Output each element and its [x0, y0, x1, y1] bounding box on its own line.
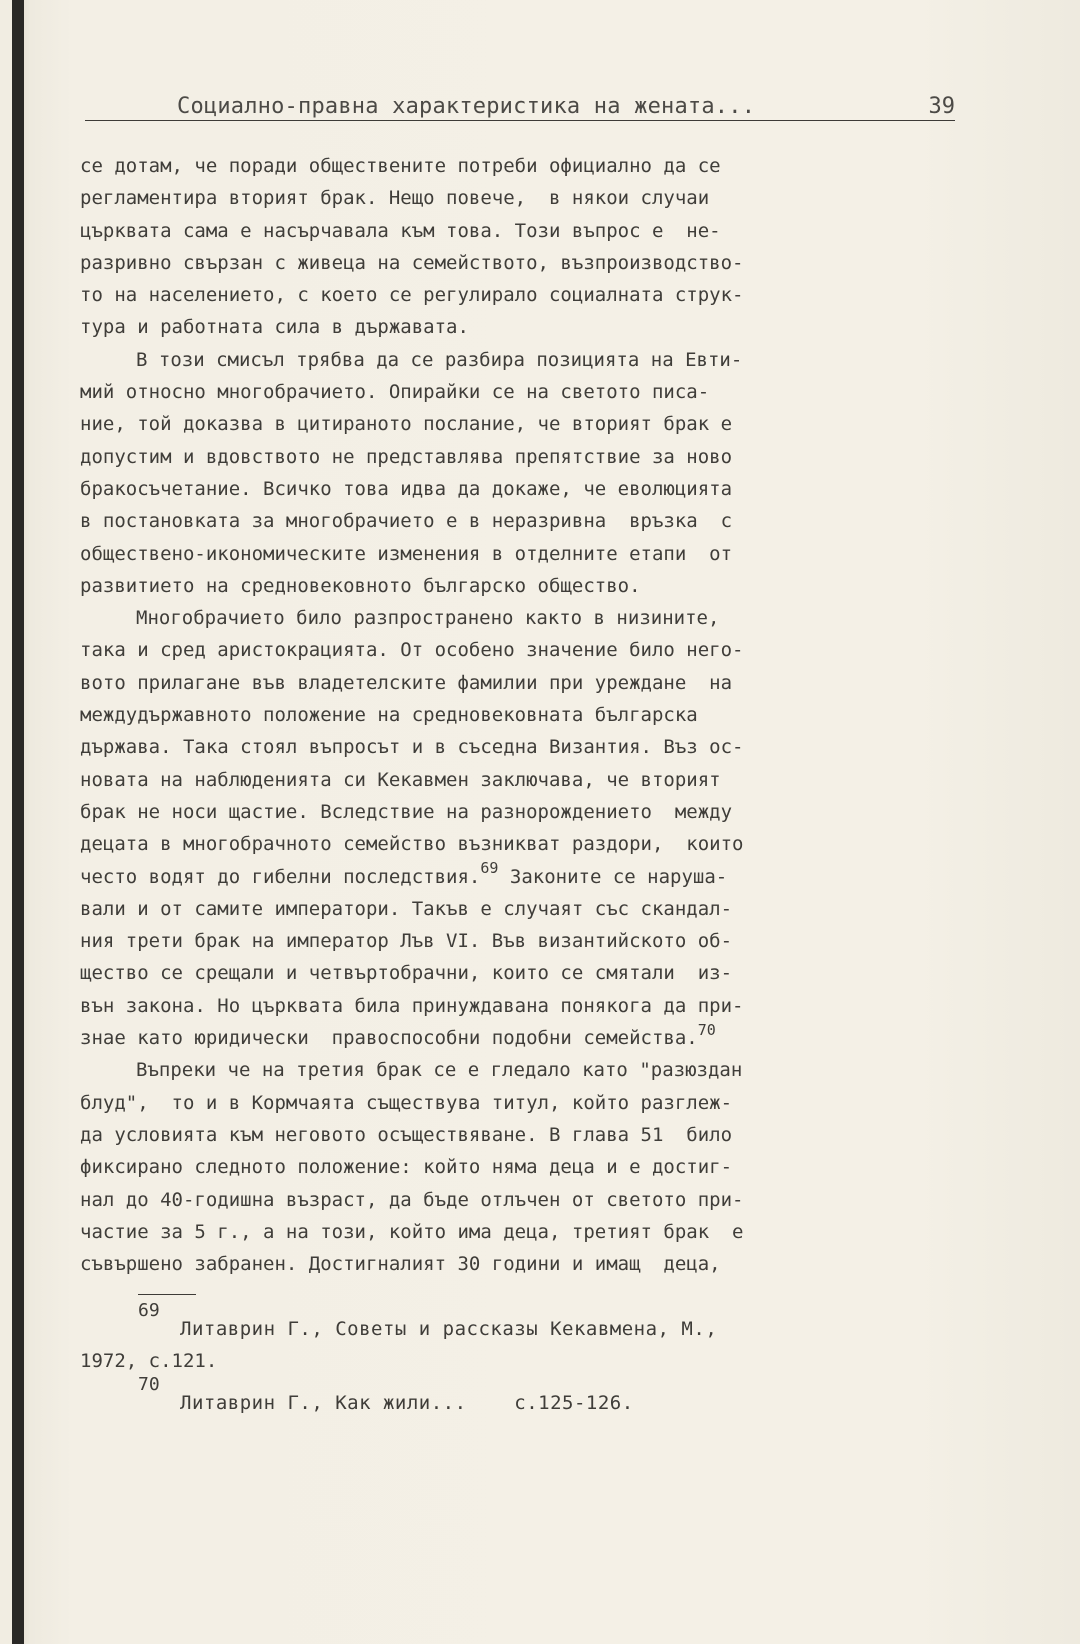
- paragraph-1: [80, 150, 940, 344]
- text-line: вото прилагане във владетелските фамилии при уреждане на: [80, 671, 733, 694]
- text-line: тура и работната сила в държавата.: [80, 316, 469, 339]
- text-line: брак не носи щастие. Вследствие на разнорождението между: [80, 800, 733, 823]
- text-line: [80, 1022, 940, 1054]
- text-line: ния трети брак на император Лъв VI. Във византийското об-: [80, 930, 733, 953]
- text-line: съвършено забранен. Достигналият 30 години и имащ деца,: [80, 1253, 721, 1276]
- text-segment: знае като юридически правоспособни подобни семейства.: [80, 1027, 698, 1050]
- text-line: ние, той доказва в цитираното послание, че вторият брак е: [80, 413, 733, 436]
- text-line: новата на наблюденията си Кекавмен заключава, че вторият: [80, 768, 721, 791]
- text-line: В този смисъл трябва да се разбира позицията на Евти-: [136, 348, 743, 371]
- header-rule: [85, 120, 955, 121]
- text-line: междудържавното положение на средновековната българска: [80, 704, 698, 727]
- text-line: мий относно многобрачието. Опирайки се на светото писа-: [80, 381, 710, 404]
- text-line: допустим и вдовството не представлява препятствие за ново: [80, 445, 733, 468]
- page-header: [85, 90, 955, 126]
- page-number: 39: [928, 94, 955, 119]
- footnote-ref-69[interactable]: 69: [480, 859, 499, 878]
- text-line: нал до 40-годишна възраст, да бъде отлъчен от светото при-: [80, 1188, 744, 1211]
- text-line: щество се срещали и четвъртобрачни, които се смятали из-: [80, 962, 733, 985]
- paragraph-4: [80, 1054, 940, 1280]
- body-text: [80, 150, 940, 1280]
- paragraph-3: [80, 602, 940, 1054]
- footnote-70-line-1: Литаврин Г., Как жили... с.125-126.: [180, 1392, 634, 1414]
- text-line: в постановката за многобрачието е в неразривна връзка с: [80, 510, 733, 533]
- text-line: децата в многобрачното семейство възникват раздори, които: [80, 833, 744, 856]
- text-line: регламентира вторият брак. Нещо повече, в някои случаи: [80, 187, 710, 210]
- text-line: [80, 861, 940, 893]
- text-line: обществено-икономическите изменения в отделните етапи от: [80, 542, 733, 565]
- text-line: вали и от самите императори. Такъв е случаят със скандал-: [80, 897, 733, 920]
- footnote-69-line-2: 1972, с.121.: [80, 1350, 218, 1372]
- running-title: Социално-правна характеристика на жената...: [177, 94, 756, 119]
- text-line: то на населението, с което се регулирало социалната струк-: [80, 284, 744, 307]
- text-line: да условията към неговото осъществяване. В глава 51 било: [80, 1123, 733, 1146]
- text-line: вън закона. Но църквата била принуждавана понякога да при-: [80, 994, 744, 1017]
- text-segment: Законите се наруша-: [498, 865, 728, 888]
- text-line: частие за 5 г., а на този, който има деца, третият брак е: [80, 1220, 744, 1243]
- text-line: развитието на средновековното българско общество.: [80, 574, 641, 597]
- text-line: бракосъчетание. Всичко това идва да докаже, че еволюцията: [80, 477, 733, 500]
- text-line: Въпреки че на третия брак се е гледало като "разюздан: [136, 1059, 743, 1082]
- text-line: Многобрачието било разпространено както в низините,: [136, 607, 720, 630]
- footnote-number: 69: [138, 1300, 160, 1321]
- text-line: блуд", то и в Кормчаята съществува титул, който разглеж-: [80, 1091, 733, 1114]
- text-line: църквата сама е насърчавала към това. Този въпрос е не-: [80, 219, 721, 242]
- text-segment: често водят до гибелни последствия.: [80, 865, 481, 888]
- text-line: така и сред аристокрацията. От особено значение било него-: [80, 639, 744, 662]
- text-line: държава. Така стоял въпросът и в съседна Византия. Въз ос-: [80, 736, 744, 759]
- text-line: разривно свързан с живеца на семейството, възпроизводство-: [80, 251, 744, 274]
- text-line: фиксирано следното положение: който няма деца и е достиг-: [80, 1156, 733, 1179]
- text-line: се дотам, че поради обществените потреби официално да се: [80, 155, 721, 177]
- footnote-69-line-1: Литаврин Г., Советы и рассказы Кекавмена, М.,: [180, 1318, 718, 1340]
- footnote-number: 70: [138, 1374, 160, 1395]
- footnote-ref-70[interactable]: 70: [697, 1020, 716, 1039]
- footnote-rule: [138, 1294, 196, 1295]
- paragraph-2: [80, 344, 940, 602]
- book-spine-shadow: [12, 0, 24, 1644]
